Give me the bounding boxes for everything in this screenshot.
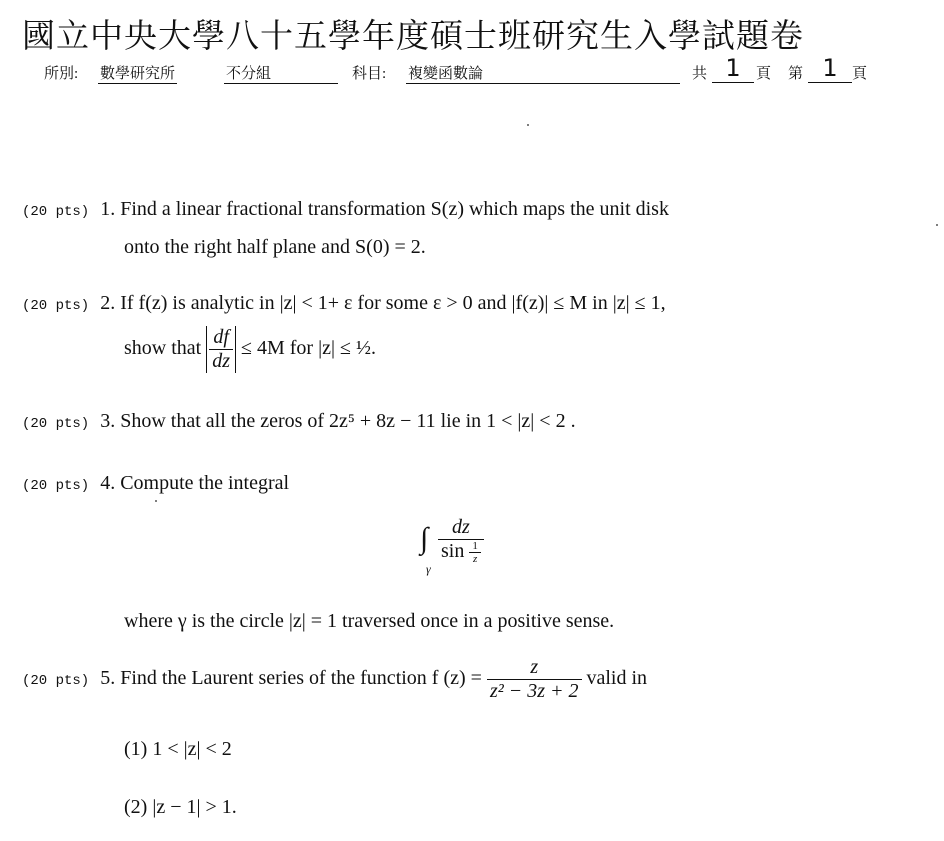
q4-text-line1: Compute the integral: [120, 472, 290, 494]
integral-denominator: [438, 540, 484, 565]
question-5: [22, 656, 647, 703]
total-pages: 1: [712, 54, 754, 83]
total-suffix: 頁: [756, 66, 772, 82]
integral-sin: sin: [441, 540, 465, 563]
q5-part2: (2) |z − 1| > 1.: [124, 796, 237, 818]
q5-text-suffix: valid in: [586, 667, 648, 690]
question-2: [22, 292, 666, 315]
integral-numerator: dz: [438, 516, 484, 540]
question-1: [22, 198, 669, 221]
q5-frac-denominator: z² − 3z + 2: [489, 680, 579, 702]
q3-points: (20 pts): [22, 416, 90, 432]
dept-value: 數學研究所: [98, 62, 177, 84]
subject-label: 科目:: [352, 66, 387, 82]
q2-points: (20 pts): [22, 298, 90, 314]
q1-text-line1: Find a linear fractional transformation S(z) which maps the unit disk: [120, 198, 669, 220]
integral-inner-frac: [469, 540, 481, 565]
q2-dz: dz: [212, 350, 231, 372]
q1-number: 1.: [100, 198, 116, 220]
q1-text-line2: onto the right half plane and S(0) = 2.: [124, 236, 426, 258]
question-3: [22, 410, 576, 433]
q2-df: df: [209, 326, 233, 350]
integral-frac: [438, 516, 484, 565]
q2-line2: [124, 326, 376, 373]
q2-derivative-frac: [209, 326, 233, 373]
exam-meta: [44, 54, 904, 90]
integral-sign: ∫: [420, 522, 429, 555]
q4-points: (20 pts): [22, 478, 90, 494]
q5-text-prefix: Find the Laurent series of the function f (z) =: [120, 667, 482, 690]
q5-number: 5.: [100, 667, 116, 690]
q5-part1: (1) 1 < |z| < 2: [124, 738, 232, 760]
integral-inner-den: z: [472, 553, 478, 565]
q2-bound: ≤ 4M for |z| ≤ ½.: [241, 337, 376, 360]
page-number: 1: [808, 54, 852, 83]
page-prefix: 第: [788, 66, 804, 82]
scan-speck: [527, 124, 529, 126]
q5-frac-numerator: z: [487, 656, 582, 680]
q1-points: (20 pts): [22, 204, 90, 220]
q2-show-that: show that: [124, 337, 202, 360]
q2-derivative-abs: [206, 326, 236, 373]
integral-contour: γ: [426, 562, 431, 576]
q5-points: (20 pts): [22, 673, 90, 690]
subject-value: 複變函數論: [406, 62, 680, 84]
total-prefix: 共: [692, 66, 708, 82]
q3-number: 3.: [100, 410, 116, 432]
dept-label: 所別:: [44, 66, 79, 82]
q3-text: Show that all the zeros of 2z⁵ + 8z − 11 lie in 1 < |z| < 2 .: [120, 410, 576, 432]
q2-text-line1: If f(z) is analytic in |z| < 1+ ε for some ε > 0 and |f(z)| ≤ M in |z| ≤ 1,: [120, 292, 666, 314]
q4-number: 4.: [100, 472, 116, 494]
page-suffix: 頁: [852, 66, 868, 82]
group-value: 不分組: [224, 62, 338, 84]
q2-number: 2.: [100, 292, 116, 314]
scan-speck: [936, 224, 938, 226]
exam-title: 國立中央大學八十五學年度碩士班研究生入學試題卷: [22, 16, 804, 55]
question-4: [22, 472, 289, 495]
q4-text-line2: where γ is the circle |z| = 1 traversed once in a positive sense.: [124, 610, 615, 632]
integral-inner-num: 1: [469, 540, 481, 553]
scan-speck: [155, 500, 157, 502]
q5-function-frac: [487, 656, 582, 703]
